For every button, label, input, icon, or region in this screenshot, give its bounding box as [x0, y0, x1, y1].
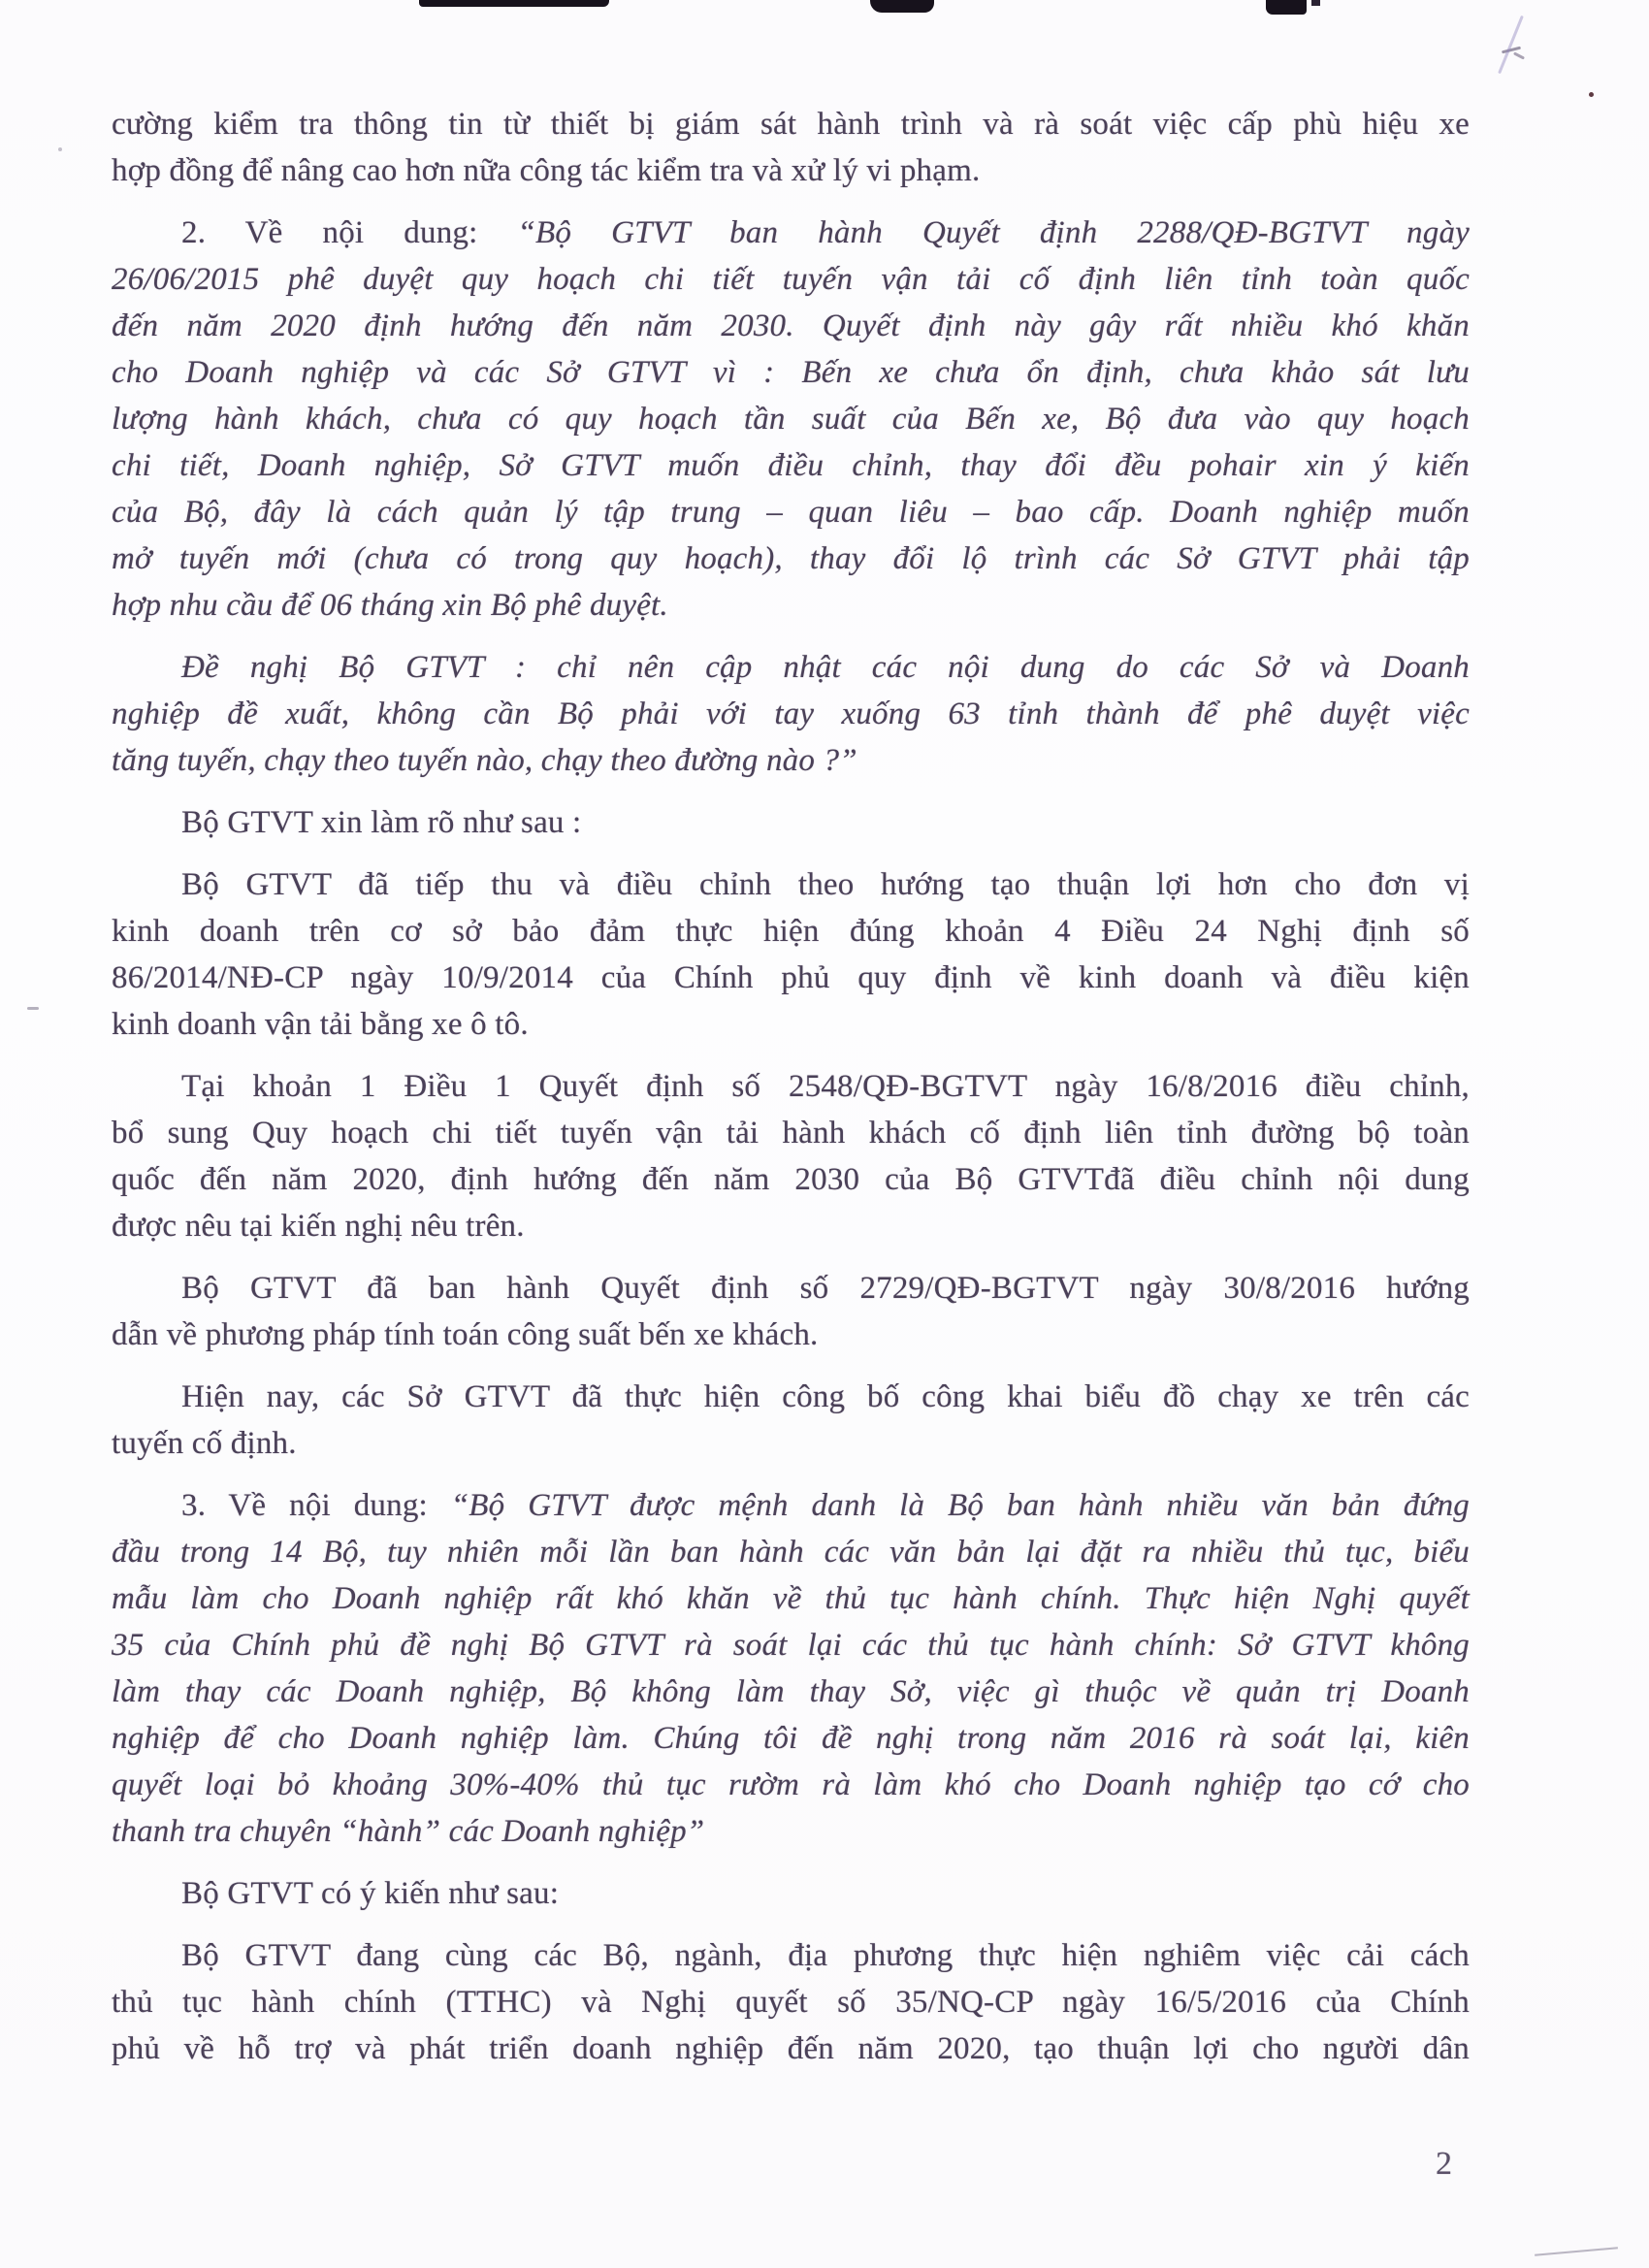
text-line	[112, 1203, 1470, 1249]
text-line	[112, 535, 1470, 582]
text-line	[112, 1715, 1470, 1762]
text-line	[112, 256, 1470, 303]
text-line	[112, 799, 1470, 846]
regular-text-segment: dẫn về phương pháp tính toán công suất bến xe khách.	[112, 1317, 819, 1352]
text-line	[112, 1063, 1470, 1110]
text-line	[112, 1575, 1470, 1622]
regular-text-segment: kinh doanh vận tải bằng xe ô tô.	[112, 1007, 529, 1042]
italic-text-segment: đến năm 2020 định hướng đến năm 2030. Quyết định này gây rất nhiều khó khăn	[112, 308, 1470, 343]
scan-mark-top-right-2	[1513, 51, 1525, 59]
regular-text-segment: kinh doanh trên cơ sở bảo đảm thực hiện đúng khoản 4 Điều 24 Nghị định số	[112, 914, 1470, 949]
text-line	[112, 737, 1470, 784]
text-line	[112, 861, 1470, 908]
italic-text-segment: mẫu làm cho Doanh nghiệp rất khó khăn về thủ tục hành chính. Thực hiện Nghị quyết	[112, 1581, 1470, 1616]
regular-text-segment: tuyến cố định.	[112, 1426, 297, 1461]
text-line	[112, 442, 1470, 489]
italic-text-segment: 26/06/2015 phê duyệt quy hoạch chi tiết tuyến vận tải cố định liên tỉnh toàn quốc	[112, 262, 1470, 297]
regular-text-segment: Tại khoản 1 Điều 1 Quyết định số 2548/QĐ-BGTVT ngày 16/8/2016 điều chỉnh,	[181, 1069, 1470, 1104]
scan-smudge-top-2	[870, 0, 934, 13]
paragraph	[112, 1063, 1470, 1249]
italic-text-segment: nghiệp để cho Doanh nghiệp làm. Chúng tôi đề nghị trong năm 2016 rà soát lại, kiên	[112, 1721, 1470, 1756]
regular-text-segment: được nêu tại kiến nghị nêu trên.	[112, 1209, 525, 1244]
italic-text-segment: “Bộ GTVT được mệnh danh là Bộ ban hành nhiều văn bản đứng	[450, 1488, 1470, 1523]
regular-text-segment: Bộ GTVT đang cùng các Bộ, ngành, địa phương thực hiện nghiêm việc cải cách	[181, 1938, 1470, 1973]
text-line	[112, 101, 1470, 147]
paragraph	[112, 210, 1470, 629]
text-line	[112, 1622, 1470, 1669]
scan-streak-top-right	[1498, 16, 1524, 74]
regular-text-segment: Bộ GTVT có ý kiến như sau:	[181, 1876, 560, 1911]
text-line	[112, 1669, 1470, 1715]
text-line	[112, 210, 1470, 256]
paragraph	[112, 799, 1470, 846]
regular-text-segment: phủ về hỗ trợ và phát triển doanh nghiệp đến năm 2020, tạo thuận lợi cho người dân	[112, 2031, 1470, 2066]
text-line	[112, 1529, 1470, 1575]
text-line	[112, 1808, 1470, 1855]
text-line	[112, 1265, 1470, 1312]
scan-dot-top-right	[1589, 92, 1594, 97]
italic-text-segment: 35 của Chính phủ đề nghị Bộ GTVT rà soát lại các thủ tục hành chính: Sở GTVT không	[112, 1628, 1470, 1663]
text-line	[112, 644, 1470, 691]
italic-text-segment: làm thay các Doanh nghiệp, Bộ không làm thay Sở, việc gì thuộc về quản trị Doanh	[112, 1674, 1470, 1709]
regular-text-segment: hợp đồng để nâng cao hơn nữa công tác kiểm tra và xử lý vi phạm.	[112, 153, 981, 188]
italic-text-segment: chi tiết, Doanh nghiệp, Sở GTVT muốn điều chỉnh, thay đổi đều pohair xin ý kiến	[112, 448, 1470, 483]
italic-text-segment: thanh tra chuyên “hành” các Doanh nghiệp”	[112, 1814, 705, 1849]
text-line	[112, 691, 1470, 737]
paragraph	[112, 644, 1470, 784]
italic-text-segment: lượng hành khách, chưa có quy hoạch tần suất của Bến xe, Bộ đưa vào quy hoạch	[112, 402, 1470, 437]
italic-text-segment: Đề nghị Bộ GTVT : chỉ nên cập nhật các nội dung do các Sở và Doanh	[181, 650, 1470, 685]
scan-mark-top-right	[1502, 47, 1521, 54]
regular-text-segment: 3. Về nội dung:	[181, 1488, 451, 1523]
regular-text-segment: quốc đến năm 2020, định hướng đến năm 2030 của Bộ GTVTđã điều chỉnh nội dung	[112, 1162, 1470, 1197]
text-line	[112, 955, 1470, 1001]
italic-text-segment: “Bộ GTVT ban hành Quyết định 2288/QĐ-BGTVT ngày	[517, 215, 1471, 250]
text-line	[112, 1979, 1470, 2025]
text-line	[112, 1932, 1470, 1979]
paragraph	[112, 1374, 1470, 1467]
italic-text-segment: quyết loại bỏ khoảng 30%-40% thủ tục rườm rà làm khó cho Doanh nghiệp tạo cớ cho	[112, 1767, 1470, 1802]
text-line	[112, 396, 1470, 442]
italic-text-segment: tăng tuyến, chạy theo tuyến nào, chạy theo đường nào ?”	[112, 743, 857, 778]
text-line	[112, 1420, 1470, 1467]
text-line	[112, 489, 1470, 535]
italic-text-segment: mở tuyến mới (chưa có trong quy hoạch), thay đổi lộ trình các Sở GTVT phải tập	[112, 541, 1470, 576]
scan-smudge-top-1	[419, 0, 609, 7]
regular-text-segment: Bộ GTVT xin làm rõ như sau :	[181, 805, 582, 840]
paragraph	[112, 1870, 1470, 1917]
regular-text-segment: 86/2014/NĐ-CP ngày 10/9/2014 của Chính phủ quy định về kinh doanh và điều kiện	[112, 960, 1470, 995]
text-line	[112, 1156, 1470, 1203]
scan-dash-left-margin	[27, 1007, 39, 1010]
scan-dot-left-margin	[58, 147, 62, 151]
regular-text-segment: Hiện nay, các Sở GTVT đã thực hiện công bố công khai biểu đồ chạy xe trên các	[181, 1379, 1470, 1414]
text-line	[112, 349, 1470, 396]
regular-text-segment: 2. Về nội dung:	[181, 215, 518, 250]
document-body	[112, 101, 1470, 2088]
text-line	[112, 1374, 1470, 1420]
text-line	[112, 2025, 1470, 2072]
italic-text-segment: cho Doanh nghiệp và các Sở GTVT vì : Bến xe chưa ổn định, chưa khảo sát lưu	[112, 355, 1470, 390]
text-line	[112, 582, 1470, 629]
scan-smudge-top-3	[1266, 0, 1307, 15]
paragraph	[112, 1265, 1470, 1358]
paragraph	[112, 1482, 1470, 1855]
regular-text-segment: Bộ GTVT đã ban hành Quyết định số 2729/QĐ-BGTVT ngày 30/8/2016 hướng	[181, 1271, 1470, 1306]
text-line	[112, 1482, 1470, 1529]
text-line	[112, 1762, 1470, 1808]
paragraph	[112, 1932, 1470, 2072]
italic-text-segment: của Bộ, đây là cách quản lý tập trung – quan liêu – bao cấp. Doanh nghiệp muốn	[112, 495, 1470, 530]
text-line	[112, 1110, 1470, 1156]
text-line	[112, 1870, 1470, 1917]
regular-text-segment: thủ tục hành chính (TTHC) và Nghị quyết số 35/NQ-CP ngày 16/5/2016 của Chính	[112, 1985, 1470, 2020]
text-line	[112, 908, 1470, 955]
scan-line-bottom-right	[1535, 2247, 1618, 2255]
paragraph	[112, 861, 1470, 1048]
italic-text-segment: đầu trong 14 Bộ, tuy nhiên mỗi lần ban hành các văn bản lại đặt ra nhiều thủ tục, biểu	[112, 1535, 1470, 1570]
italic-text-segment: hợp nhu cầu để 06 tháng xin Bộ phê duyệt.	[112, 588, 668, 623]
text-line	[112, 303, 1470, 349]
italic-text-segment: nghiệp đề xuất, không cần Bộ phải với tay xuống 63 tỉnh thành để phê duyệt việc	[112, 697, 1470, 731]
paragraph	[112, 101, 1470, 194]
text-line	[112, 147, 1470, 194]
regular-text-segment: bổ sung Quy hoạch chi tiết tuyến vận tải hành khách cố định liên tỉnh đường bộ toàn	[112, 1116, 1470, 1150]
page-number: 2	[1436, 2146, 1452, 2182]
text-line	[112, 1312, 1470, 1358]
regular-text-segment: Bộ GTVT đã tiếp thu và điều chỉnh theo hướng tạo thuận lợi hơn cho đơn vị	[181, 867, 1470, 902]
text-line	[112, 1001, 1470, 1048]
scan-smudge-top-4	[1311, 0, 1320, 6]
regular-text-segment: cường kiểm tra thông tin từ thiết bị giám sát hành trình và rà soát việc cấp phù hiệu xe	[112, 107, 1470, 142]
